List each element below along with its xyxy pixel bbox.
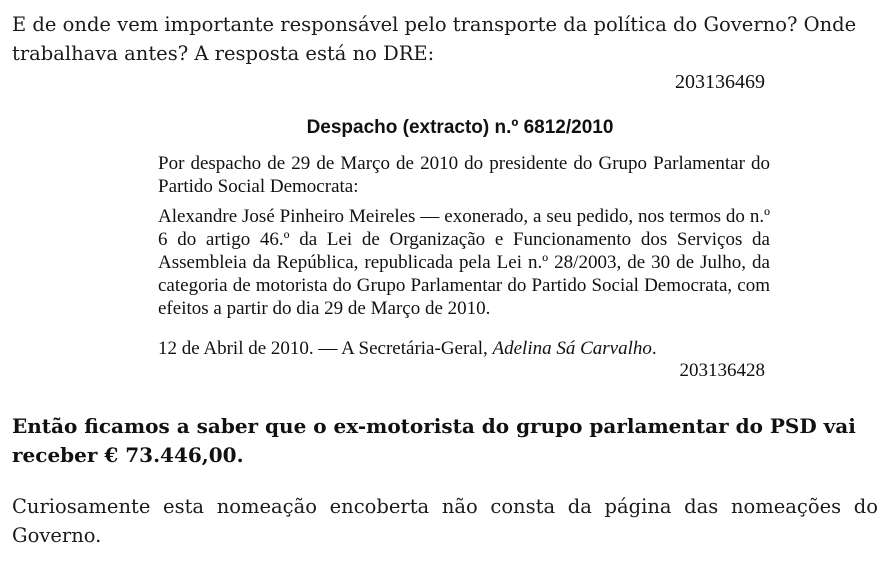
signature-prefix: 12 de Abril de 2010. — A Secretária-Geral, [158, 338, 493, 359]
despacho-signature-line [158, 337, 770, 360]
despacho-paragraph-body-text: Alexandre José Pinheiro Meireles — exonerado, a seu pedido, nos termos do n.º 6 do artigo 46.º da Lei de Organização e Funcionamento dos Serviços da Assembleia da República, republicada pela Lei n.º 28/2003, de 30 de Julho, da categoria de motorista do Grupo Parlamentar do Partido Social Democrata, com efeitos a partir do dia 29 de Março de 2010. [158, 206, 770, 319]
despacho-paragraph-body [158, 205, 770, 320]
despacho-title: Despacho (extracto) n.º 6812/2010 [306, 117, 614, 138]
document-number: 203136428 [679, 360, 765, 381]
despacho-paragraph-intro [158, 152, 770, 198]
signature-suffix: . [651, 338, 657, 359]
closing-paragraph: Curiosamente esta nomeação encoberta não consta da página das nomeações do Governo. [12, 495, 878, 547]
intro-paragraph: E de onde vem importante responsável pelo transporte da política do Governo? Onde trabalhava antes? A resposta está no DRE: [12, 13, 857, 65]
dre-clipping-image [150, 71, 770, 384]
signature-name: Adelina Sá Carvalho [492, 338, 652, 359]
previous-document-number: 203136469 [675, 71, 765, 93]
despacho-paragraph-intro-text: Por despacho de 29 de Março de 2010 do presidente do Grupo Parlamentar do Partido Social Democrata: [158, 153, 770, 197]
bold-statement: Então ficamos a saber que o ex-motorista do grupo parlamentar do PSD vai receber € 73.446,00. [12, 414, 856, 467]
